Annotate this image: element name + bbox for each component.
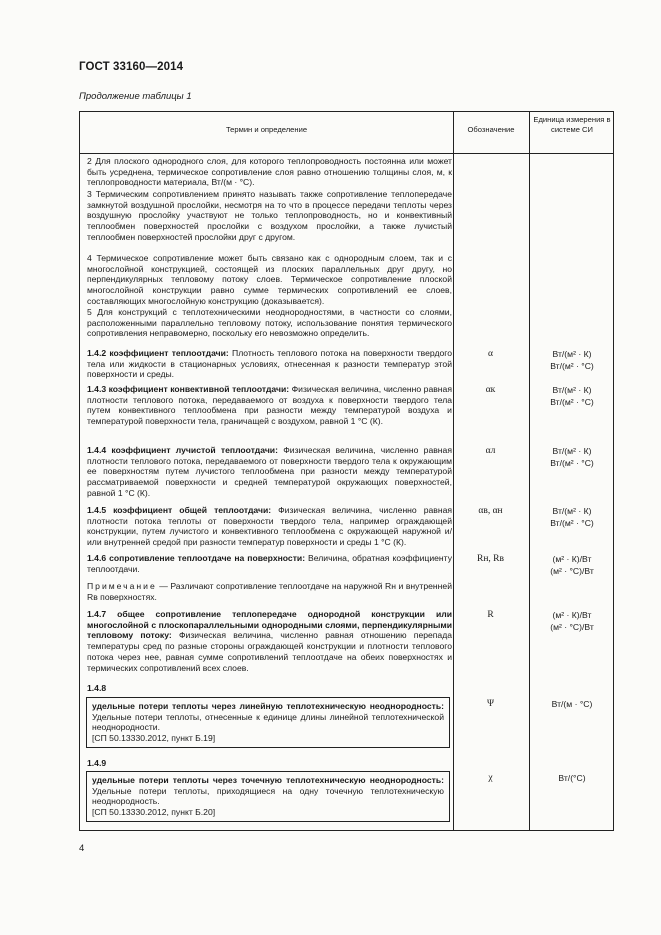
unit-1-4-7 [529,609,615,633]
unit-1-4-4 [529,445,615,469]
header-divider [80,153,613,154]
symbol-1-4-8: Ψ [486,699,494,709]
unit-1-4-5 [529,505,615,529]
symbol-1-4-5: αв, αн [478,506,503,516]
unit-line-1: (м² · К)/Вт [552,554,592,564]
table-continuation-label: Продолжение таблицы 1 [79,91,192,102]
unit-line-1: (м² · К)/Вт [552,610,592,620]
unit-1-4-8: Вт/(м · °С) [551,699,593,709]
unit-1-4-3 [529,384,615,408]
unit-line-2: Вт/(м² · °С) [550,361,594,371]
definition-1-4-9: Удельные потери теплоты, приходящиеся на одну точечную теплотехническую неоднородность. [92,785,444,807]
symbol-1-4-4: αл [485,446,496,456]
unit-1-4-9: Вт/(°С) [558,773,586,783]
unit-line-1: Вт/(м² · К) [552,349,592,359]
document-code: ГОСТ 33160—2014 [79,61,184,73]
definition-1-4-2: Плотность теплового потока на поверхности твердого тела или жидкости в стационарных условиях, отнесенная к разности температур этой поверхности и среды. [87,348,452,380]
definition-1-4-8: Удельные потери теплоты, отнесенные к единице длины линейной теплотехнической неоднородности. [92,711,444,733]
term-1-4-2: 1.4.2 коэффициент теплоотдачи: [87,348,229,358]
unit-line-2: Вт/(м² · °С) [550,458,594,468]
symbol-1-4-6: Rн, Rв [477,554,504,564]
note-label: Примечание [87,581,157,591]
symbol-1-4-2: α [488,349,493,359]
column-header-term: Термин и определение [225,125,308,134]
note-3: 3 Термическим сопротивлением принято называть также сопротивление теплопередаче замкнутой воздушной прослойки, несмотря на то что в процессе передачи теплоты через воздушную прослойку участвуют не только теплопроводность, но и конвективный теплообмен поверхностей прослойки с воздухом прослойки, а также лучистый теплообмен поверхностей прослойки друг с другом. [87,189,452,242]
note-4: 4 Термическое сопротивление может быть связано как с однородным слоем, так и с многослойной конструкцией, состоящей из плоских параллельных друг другу, но перпендикулярных тепловому потоку слоев. Термическое сопротивление плоской многослойной конструкции равно сумме термических сопротивлений ее слоев, составляющих многослойную конструкцию (доказывается). [87,253,452,306]
unit-line-2: (м² · °С)/Вт [550,622,594,632]
unit-1-4-6 [529,553,615,577]
column-divider-1 [453,112,454,830]
entry-number-1-4-9: 1.4.9 [87,758,107,768]
unit-line-1: Вт/(м² · К) [552,385,592,395]
definition-1-4-3: Физическая величина, численно равная плотности теплового потока, передаваемого от воздуха к поверхности твердого тела путем конвективного теплообмена при разности между температурой воздуха и температурой поверхности тела, граничащей с воздухом, равной 1 °С (К). [87,384,452,427]
unit-line-1: Вт/(м² · К) [552,506,592,516]
column-header-symbol: Обозначение [467,125,515,134]
term-1-4-5: 1.4.5 коэффициент общей теплоотдачи: [87,505,272,515]
unit-line-2: (м² · °С)/Вт [550,566,594,576]
unit-line-2: Вт/(м² · °С) [550,397,594,407]
term-1-4-9: удельные потери теплоты через точечную теплотехническую неоднородность: [92,775,444,785]
term-1-4-8: удельные потери теплоты через линейную теплотехническую неоднородность: [92,701,444,711]
symbol-1-4-7: R [487,610,494,620]
definition-1-4-6: Величина, обратная коэффициенту теплоотдачи. [87,553,452,574]
entry-number-1-4-8: 1.4.8 [87,683,107,693]
term-1-4-7: 1.4.7 общее сопротивление теплопередаче однородной конструкции или многослойной с плоскопараллельными однородными слоями, перпендикулярными тепловому потоку: [87,609,452,641]
terms-table [79,111,614,831]
definition-1-4-5: Физическая величина, численно равная плотности потока теплоты от поверхности твердого тела, например ограждающей конструкции, путем лучистого и конвективного теплообмена с окружающей наружной и/или внутренней средой при разности температур поверхности и среды 1 °С (К). [87,505,452,548]
unit-line-1: Вт/(м² · К) [552,446,592,456]
note-1-4-6 [87,581,452,602]
entry-1-4-2 [87,348,452,380]
note-5: 5 Для конструкций с теплотехническими неоднородностями, в частности со слоями, расположенными параллельно тепловому потоку, использование понятия термического сопротивления неправомерно, поскольку его невозможно определить. [87,307,452,339]
note-2: 2 Для плоского однородного слоя, для которого теплопроводность постоянна или может быть усреднена, термическое сопротивление слоя равно отношению толщины слоя, м, к теплопроводности материала, Вт/(м · °С). [87,156,452,188]
entry-1-4-3 [87,384,452,427]
entry-1-4-7 [87,609,452,673]
definition-1-4-4: Физическая величина, численно равная плотности теплового потока, передаваемого от поверхности твердого тела к окружающим ее поверхностям путем лучистого теплообмена при разности между температурой рассматриваемой поверхности и средней температурой окружающих поверхностей, равной 1 °С (К). [87,445,452,498]
definition-1-4-7: Физическая величина, численно равная отношению перепада температуры сред по разные стороны ограждающей конструкции и плотности теплового потока через нее, равная сумме сопротивлений теплоотдаче на обеих поверхностях и термических сопротивлений всех слоев. [87,630,453,673]
term-1-4-3: 1.4.3 коэффициент конвективной теплоотдачи: [87,384,290,394]
reference-1-4-8: [СП 50.13330.2012, пункт Б.19] [92,733,216,744]
symbol-1-4-9: χ [488,773,493,783]
symbol-1-4-3: αк [485,385,496,395]
reference-1-4-9: [СП 50.13330.2012, пункт Б.20] [92,807,216,818]
column-header-unit: Единица измерения в системе СИ [533,115,611,134]
unit-line-2: Вт/(м² · °С) [550,518,594,528]
entry-1-4-4 [87,445,452,499]
term-1-4-6: 1.4.6 сопротивление теплоотдаче на поверхности: [87,553,306,563]
column-divider-2 [529,112,530,830]
page-number: 4 [79,843,85,854]
entry-1-4-5 [87,505,452,548]
entry-box-1-4-9 [86,771,450,822]
entry-box-1-4-8 [86,697,450,748]
term-1-4-4: 1.4.4 коэффициент лучистой теплоотдачи: [87,445,278,455]
entry-1-4-6 [87,553,452,574]
note-text: — Различают сопротивление теплоотдаче на наружной Rн и внутренней Rв поверхностях. [87,581,452,602]
unit-1-4-2 [529,348,615,372]
